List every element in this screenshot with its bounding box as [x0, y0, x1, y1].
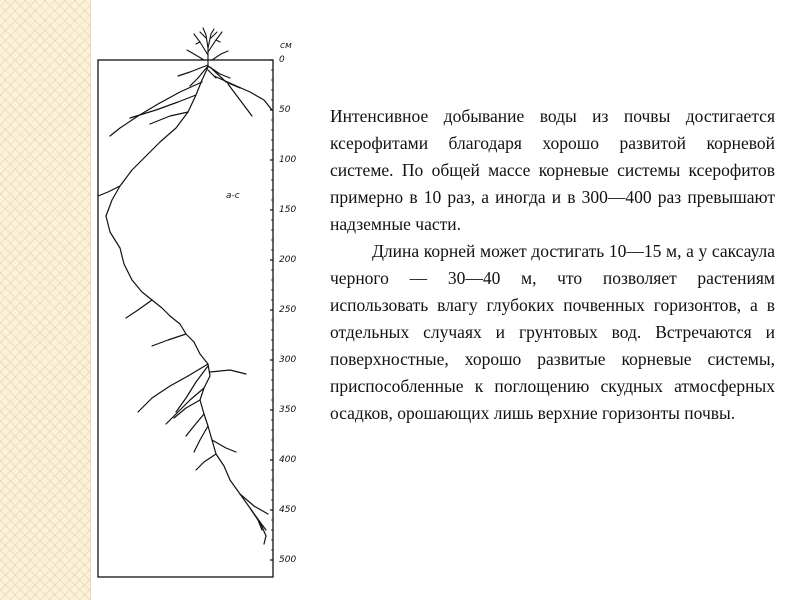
depth-label-0: 0: [279, 55, 285, 65]
depth-label-400: 400: [279, 455, 297, 465]
paragraph-2: Длина корней может достигать 10—15 м, а у саксаула черного — 30—40 м, что позволяет растениям использовать влагу глубоких почвенных горизонтов, а в отдельных случаях и грунтовых вод. Встречаются и поверхностные, хорошо развитые корневые системы, приспособленные к поглощению скудных атмосферных осадков, орошающих лишь верхние горизонты почвы.: [330, 241, 775, 423]
depth-unit-label: см: [280, 41, 292, 51]
depth-label-350: 350: [279, 405, 297, 415]
depth-label-450: 450: [279, 505, 297, 515]
depth-label-50: 50: [279, 105, 291, 115]
plant-root-system: [98, 65, 272, 544]
figure-inner-label: а-с: [226, 191, 240, 201]
decorative-side-strip: [0, 0, 91, 600]
depth-label-500: 500: [279, 555, 297, 565]
root-system-figure: [90, 20, 310, 580]
depth-label-300: 300: [279, 355, 297, 365]
depth-label-100: 100: [279, 155, 297, 165]
depth-label-150: 150: [279, 205, 297, 215]
depth-label-200: 200: [279, 255, 297, 265]
main-text: [330, 103, 775, 427]
depth-label-250: 250: [279, 305, 297, 315]
root-system-drawing: [90, 20, 310, 580]
paragraph-1: Интенсивное добывание воды из почвы достигается ксерофитами благодаря хорошо развитой корневой системе. По общей массе корневые системы ксерофитов примерно в 10 раз, а иногда и в 300—400 раз превышают надземные части.: [330, 106, 775, 234]
